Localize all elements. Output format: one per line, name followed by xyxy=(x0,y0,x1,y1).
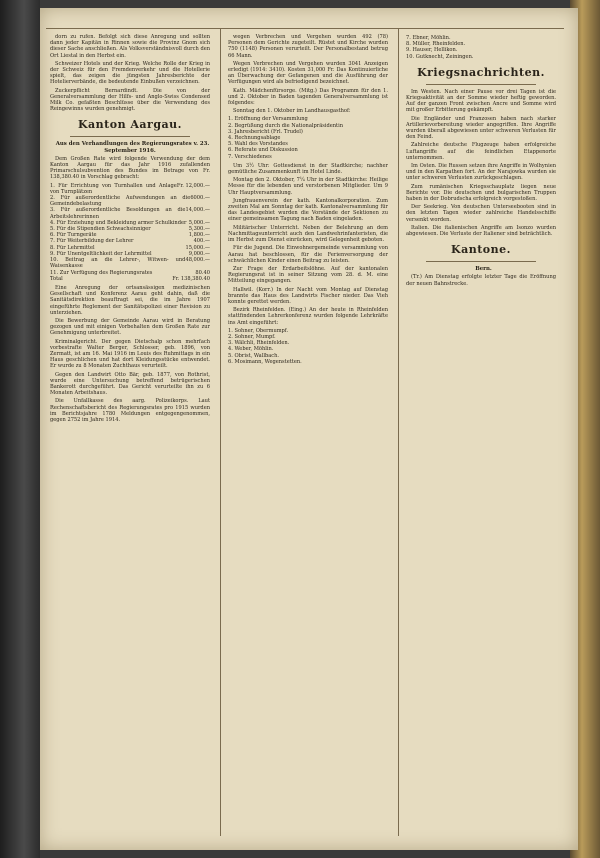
section-heading: Kanton Aargau. xyxy=(77,118,183,132)
list-item-label: 2. Sohner, Mumpf. xyxy=(228,333,276,340)
list-item-label: 10. Beitrag an die Lehrer-, Witwen- und Waisenkasse xyxy=(50,257,186,270)
heading-divider xyxy=(426,261,536,262)
list-item-label: 1. Für Errichtung von Turnhallen und Anlage von Turnplätzen xyxy=(50,182,177,195)
list-item-label: 6. Für Turngeräte xyxy=(50,232,97,239)
heading-divider xyxy=(426,84,536,85)
list-item xyxy=(50,276,210,282)
item-list xyxy=(50,183,210,282)
section-subheading: Bern. xyxy=(475,266,492,273)
column-right xyxy=(406,34,556,289)
list-item-label: 8. Müller, Rheinfelden. xyxy=(406,41,466,48)
item-list xyxy=(406,35,556,60)
list-item xyxy=(50,195,210,207)
column-left xyxy=(50,34,210,425)
article-paragraph: Im Osten. Die Russen setzen ihre Angriffe in Wolhynien und in den Karpathen fort. An der Narajowka wurden sie unter schweren Verlusten zurückgeschlagen. xyxy=(406,163,556,182)
list-item-value: 14,000.— xyxy=(185,207,210,214)
list-item-label: 5. Obrist, Wallbach. xyxy=(228,352,280,359)
article-paragraph: Die Bewerbung der Gemeinde Aarau wird in Beratung gezogen und mit einigen Vorbehalten dem Großen Rate zur Genehmigung unterbreitet. xyxy=(50,317,210,337)
section-heading: Kantone. xyxy=(451,243,511,257)
article-paragraph: Zuckerpflicht Bernardindt. Die von der Generalversammlung der Hilfs- und Anglo-Swiss Condensed Milk Co. gefaßten Beschlüsse über die Verwendung des Reingewinns wurden genehmigt. xyxy=(50,87,210,113)
article-paragraph: Kath. Mädchenfürsorge. (Mitg.) Das Programm für den 1. und 2. Oktober in Baden tagenden Generalversammlung ist folgendes: xyxy=(228,87,388,107)
list-item-label: 3. Jahresbericht (Frl. Trudel) xyxy=(228,128,303,135)
list-item-label: 5. Für die Stipendien Schwachsinniger xyxy=(50,226,151,233)
item-list xyxy=(228,116,388,159)
list-item-label: 4. Weber, Möhlin. xyxy=(228,346,274,353)
list-item-value: 400.— xyxy=(193,238,210,245)
article-paragraph: wegen Verbrechen und Vergehen wurden 492 (78) Personen dem Gerichte zugeteilt. Rüstet und Kirche wurden 750 (1148) Personen verurteilt. Der Personalbestand betrug 66 Mann. xyxy=(228,34,388,59)
list-item-label: 4. Für Erziehung und Bekleidung armer Schulkinder xyxy=(50,219,187,226)
list-item-label: 4. Rechnungsablage xyxy=(228,135,281,142)
section-subheading: Aus den Verhandlungen des Regierungsrates v. 23. September 1916. xyxy=(55,141,210,154)
list-item-label: 2. Für außerordentliche Aufwendungen an die Gemeindebelastung xyxy=(50,195,191,208)
list-item xyxy=(228,154,388,160)
article-paragraph: dorn zu rufen. Befolgt sich diese Anregung und sollten dann jeder Kapitän in Rinnen sowie die Provinz Gnom sich dieser Sache anschließen. Als Volksverständnisvoll durch den Ort Liestal in den Herbst ein. xyxy=(50,34,210,59)
article-paragraph: Jungfrauenverein der kath. Kantonalkorporation. Zum zweiten Mal am Sonntag der kath. Kantonalversammlung für das Landesgebiet wurden die Vorstände der Sektionen zu einer gemeinsamen Tagung nach Baden eingeladen. xyxy=(228,197,388,223)
list-item-label: 3. Für außerordentliche Besoldungen an die Arbeitslehrerinnen xyxy=(50,207,186,220)
heading-divider xyxy=(70,136,190,137)
article-paragraph: Montag den 2. Oktober, 7¼ Uhr in der Stadtkirche: Heilige Messe für die lebenden und verstorbenen Mitglieder. Um 9 Uhr Hauptversammlung. xyxy=(228,177,388,196)
list-item xyxy=(50,257,210,269)
list-item-label: 11. Zur Verfügung des Regierungsrates xyxy=(50,269,153,276)
book-binding-left xyxy=(0,0,40,858)
article-paragraph: Hallwil. (Korr.) In der Nacht vom Montag auf Dienstag brannte das Haus des Landwirts Fischer nieder. Das Vieh konnte gerettet werden. xyxy=(228,286,388,305)
item-list xyxy=(228,328,388,365)
article-paragraph: Zur Frage der Erdarbeitslöhne. Auf der kantonalen Regierungsrat ist in seiner Sitzung vom 28. d. M. eine Mitteilung eingegangen. xyxy=(228,265,388,285)
list-item-value: Fr. 138,380.40 xyxy=(172,275,210,282)
list-item-label: 6. Mosimann, Wegenstetten. xyxy=(228,358,302,365)
article-paragraph: Sonntag den 1. Oktober im Landhausgasthof: xyxy=(233,108,351,115)
column-rule xyxy=(398,28,399,836)
article-paragraph: Die Unfallkasse des aarg. Polizeikorps. Laut Rechenschaftsbericht des Regierungsrates pro 1915 wurden im Berichtsjahre 1780 Meldungen entgegengenommen, gegen 2752 im Jahre 1914. xyxy=(50,398,210,423)
article-paragraph: Zahlreiche deutsche Flugzeuge haben erfolgreiche Luftangriffe auf die feindlichen Etappenorte unternommen. xyxy=(406,142,556,161)
list-item-value: 48,000.— xyxy=(185,257,210,264)
article-paragraph: Wegen Verbrechen und Vergehen wurden 3041 Anzeigen erledigt (1914: 3410). Kosten 31,000 Fr. Das Kontinuierliche an Überwachung der Gefangenen und die Ausführung der Verfügungen wird als befriedigend bezeichnet. xyxy=(228,60,388,86)
article-paragraph: Gegen den Landwirt Otto Bär, geb. 1877, von Rothrist, wurde eine Untersuchung betreffend betrügerischen Bankerott durchgeführt. Das Gericht verurteilte ihn zu 6 Monaten Arbeitshaus. xyxy=(50,371,210,397)
list-item-label: 2. Begrüßung durch die Nationalpräsidentin xyxy=(228,122,343,129)
list-item-label: 7. Für Weiterbildung der Lehrer xyxy=(50,238,134,245)
list-item-label: 6. Referate und Diskussion xyxy=(228,147,298,154)
list-item xyxy=(228,359,388,365)
section-heading: Kriegsnachrichten. xyxy=(417,65,545,79)
article-paragraph: (Tr.) Am Dienstag erfolgte letzter Tage die Eröffnung der neuen Bahnstrecke. xyxy=(406,274,556,287)
list-item-value: 1,800.— xyxy=(188,232,210,239)
list-item-label: 1. Eröffnung der Versammlung xyxy=(228,116,308,123)
list-item-label: 5. Wahl des Vorstandes xyxy=(228,141,288,148)
list-item-value: 15,000.— xyxy=(185,244,210,251)
article-paragraph: Die Engländer und Franzosen haben nach starker Artillerievorbereitung wieder angegriffen. Ihre Angriffe wurden überall abgewiesen unter schweren Verlusten für den Feind. xyxy=(406,115,556,141)
list-item-label: Total xyxy=(50,275,63,282)
list-item-value: 5,300.— xyxy=(188,226,210,233)
list-item-value: 80.40 xyxy=(195,269,210,276)
list-item-label: 8. Für Lehrmittel xyxy=(50,244,95,251)
list-item xyxy=(50,207,210,219)
article-paragraph: Im Westen. Nach einer Pause vor drei Tagen ist die Kriegsaktivität an der Somme wieder heftig geworden. Auf der ganzen Front zwischen Ancre und Somme wird mit großer Erbitterung gekämpft. xyxy=(406,88,556,114)
article-paragraph: Dem Großen Rate wird folgende Verwendung der dem Kanton Aargau für das Jahr 1916 zufallenden Primarschulsubvention des Bundes im Betrage von Fr. 138,380.40 in Vorschlag gebracht: xyxy=(50,155,210,181)
list-item-value: Fr. 12,000.— xyxy=(176,182,210,189)
article-paragraph: Italien. Die italienischen Angriffe am Isonzo wurden abgewiesen. Die Verluste der Italiener sind beträchtlich. xyxy=(406,224,556,238)
article-paragraph: Für die Jugend. Die Einwohnergemeinde versammlung von Aarau hat beschlossen, für die Ferienversorgung der schwächlichen Kinder einen Beitrag zu leisten. xyxy=(228,245,388,264)
list-item xyxy=(406,54,556,60)
list-item xyxy=(50,183,210,195)
article-paragraph: Schweizer Hotels und der Krieg. Welche Rolle der Krieg in der Schweiz für den Fremdenverkehr und die Hotellerie spielt, das zeigen die jüngsten Jahresberichte der Hotelierverbände, die bedeutende Einbußen verzeichnen. xyxy=(50,60,210,86)
article-paragraph: Bezirk Rheinfelden. (Eing.) An der heute in Rheinfelden stattfindenden Lehrerkonferenz wurden folgende Lehrkräfte ins Amt eingeführt: xyxy=(228,307,388,326)
article-paragraph: Um 3½ Uhr: Gottesdienst in der Stadtkirche; nachher gemütliche Zusammenkunft im Hotel Linde. xyxy=(228,162,388,176)
list-item-value: 5,000.— xyxy=(188,219,210,226)
list-item-label: 7. Ebner, Möhlin. xyxy=(406,35,451,41)
list-item-value: 9,000.— xyxy=(188,250,210,257)
article-paragraph: Der Seekrieg. Von deutschen Unterseebooten sind in den letzten Tagen wieder zahlreiche Handelsschiffe versenkt worden. xyxy=(406,204,556,223)
list-item-label: 9. Für Unentgeltlichkeit der Lehrmittel xyxy=(50,250,152,257)
list-item-label: 1. Sohner, Obermumpf. xyxy=(228,327,289,334)
list-item-label: 7. Verschiedenes xyxy=(228,153,272,160)
newspaper-page xyxy=(40,8,578,850)
column-rule xyxy=(220,28,221,836)
header-rule xyxy=(46,28,564,29)
article-paragraph: Militärischer Unterricht. Neben der Belehrung an dem Nachmittagsunterricht auch den Landwehrinfanteristen, die im Herbst zum Dienst einrücken, wird Gelegenheit geboten. xyxy=(228,224,388,244)
article-paragraph: Kriminalgericht. Der gegen Dietschalp schon mehrfach vorbestrafte Walter Berger, Schlosser, geb. 1896, von Zermatt, ist am 16. Mai 1916 im Louis des Ruhmittags in ein Haus geschlichen und hat dort Kleidungsstücke entwendet. Er wurde zu 8 Monaten Zuchthaus verurteilt. xyxy=(50,338,210,370)
column-middle xyxy=(228,34,388,368)
list-item-label: 9. Hauser, Hellikon. xyxy=(406,47,458,54)
article-paragraph: Zum rumänischen Kriegsschauplatz liegen neue Berichte vor. Die deutschen und bulgarischen Truppen haben in der Dobrudscha erfolgreich vorgestoßen. xyxy=(406,183,556,203)
list-item-value: 6000.— xyxy=(190,195,210,202)
list-item-label: 3. Wälchli, Rheinfelden. xyxy=(228,340,290,347)
article-paragraph: Eine Anregung der ortsansässigen medizinischen Gesellschaft und Konferenz Aarau geht dahin, daß die Sanitätsdirektion beauftragt sei, die im Jahre 1907 eingeführte Reglement der Sanitätspolizei einer Revision zu unterziehen. xyxy=(50,284,210,316)
list-item-label: 10. Gutknecht, Zeiningen. xyxy=(406,53,474,60)
